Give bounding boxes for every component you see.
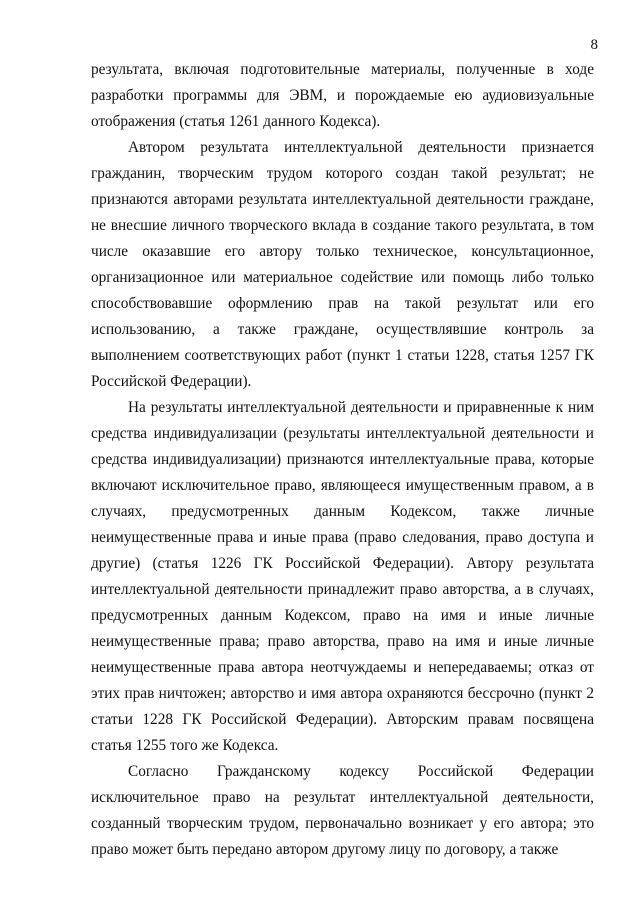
paragraph-continuation: результата, включая подготовительные материалы, полученные в ходе разработки программы для ЭВМ, и порождаемые ею аудиовизуальные отображения (статья 1261 данного Кодекса). [91,61,594,130]
paragraph-authorship: Автором результата интеллектуальной деятельности признается гражданин, творческим трудом которого создан такой результат; не признаются авторами результата интеллектуальной деятельности граждане, не внесшие личного творческого вклада в создание такого результата, в том числе оказавшие его автору только техническое, консультационное, организационное или материальное содействие или помощь либо только способствовавшие оформлению прав на такой результат или его использованию, а также граждане, осуществлявшие контроль за выполнением соответствующих работ (пункт 1 статьи 1228, статья 1257 ГК Российской Федерации). [91,139,594,390]
document-body [91,57,594,863]
paragraph-exclusive-right: Согласно Гражданскому кодексу Российской Федерации исключительное право на результат интеллектуальной деятельности, созданный творческим трудом, первоначально возникает у его автора; это право может быть передано автором другому лицу по договору, а также [91,763,594,858]
page-number: 8 [590,37,598,53]
paragraph-intellectual-rights: На результаты интеллектуальной деятельности и приравненные к ним средства индивидуализации (результаты интеллектуальной деятельности и средства индивидуализации) признаются интеллектуальные права, которые включают исключительное право, являющееся имущественным правом, а в случаях, предусмотренных данным Кодексом, также личные неимущественные права и иные права (право следования, право доступа и другие) (статья 1226 ГК Российской Федерации). Автору результата интеллектуальной деятельности принадлежит право авторства, а в случаях, предусмотренных данным Кодексом, право на имя и иные личные неимущественные права; право авторства, право на имя и иные личные неимущественные права автора неотчуждаемы и непередаваемы; отказ от этих прав ничтожен; авторство и имя автора охраняются бессрочно (пункт 2 статьи 1228 ГК Российской Федерации). Авторским правам посвящена статья 1255 того же Кодекса. [91,399,594,754]
